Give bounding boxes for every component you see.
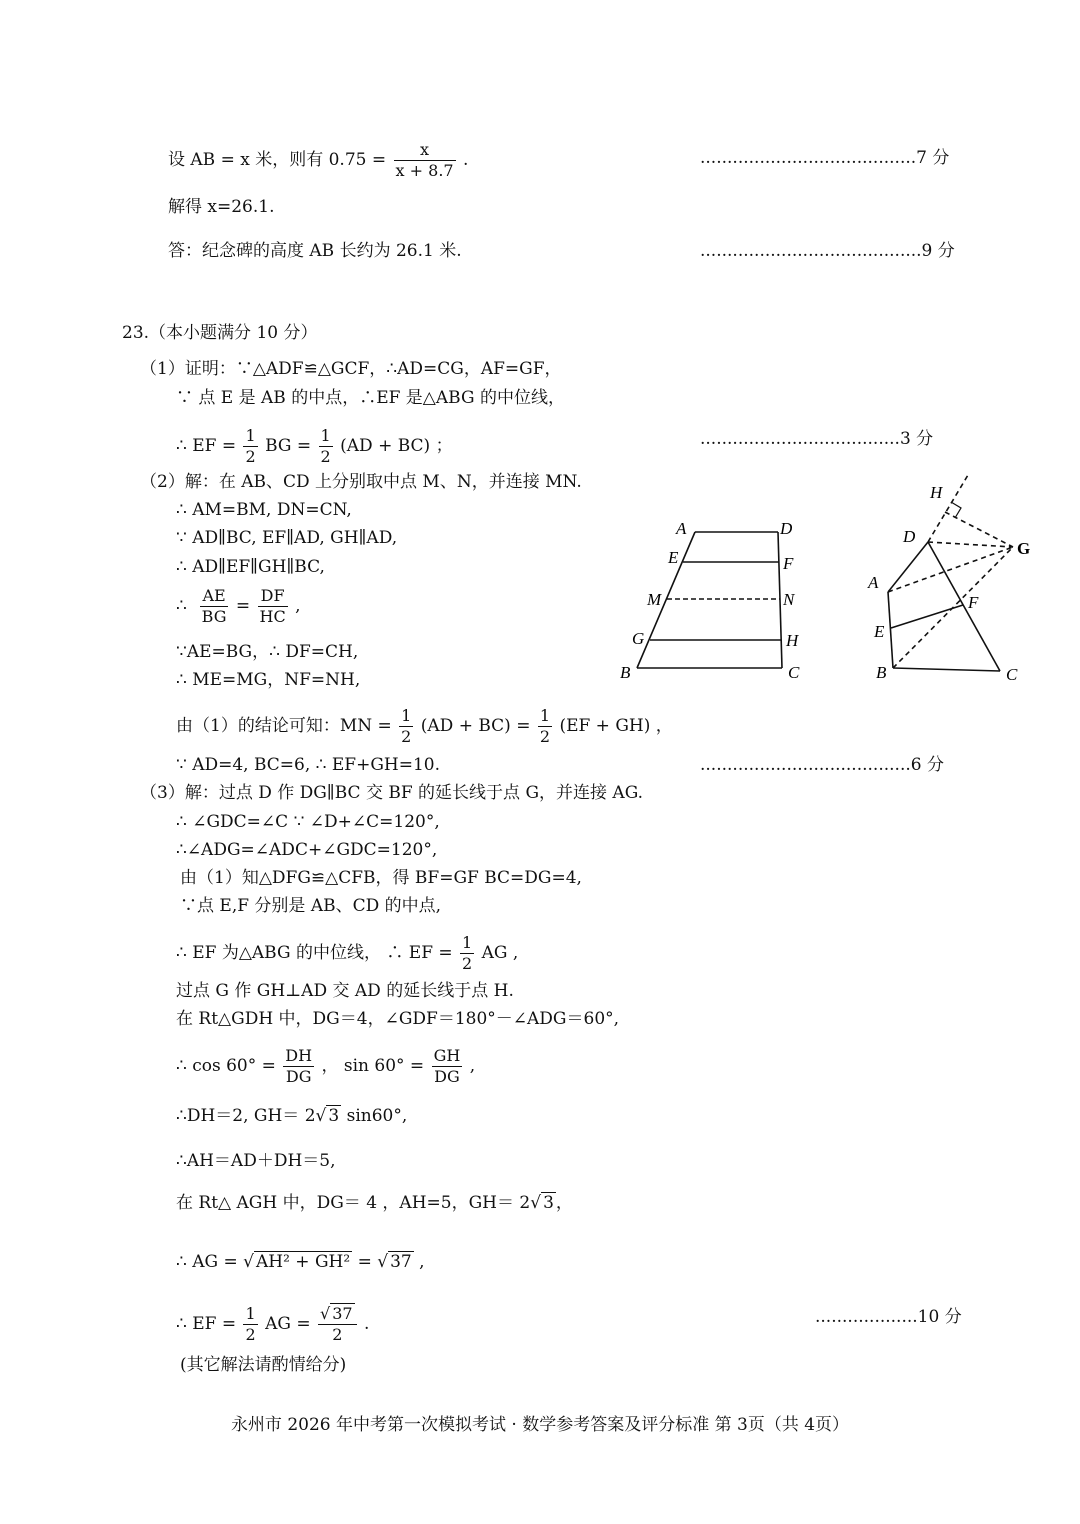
part2-line9: ∵ AD=4, BC=6, ∴ EF+GH=10. bbox=[176, 755, 441, 775]
label-G: G bbox=[1017, 539, 1031, 558]
label-D: D bbox=[903, 527, 916, 546]
label-D: D bbox=[780, 519, 793, 538]
part3-line3: ∴∠ADG=∠ADC+∠GDC=120°, bbox=[176, 840, 438, 860]
part2-line4: ∴ AD∥EF∥GH∥BC, bbox=[176, 557, 325, 577]
equation-line: 设 AB = x 米，则有 0.75 = $\frac{x}{x + 8.7}$ . bbox=[168, 140, 469, 180]
page-footer: 永州市 2026 年中考第一次模拟考试 · 数学参考答案及评分标准 第 3页（共 4页） bbox=[230, 1415, 850, 1435]
part2-line7: ∴ ME=MG，NF=NH, bbox=[176, 670, 361, 690]
score-3: .....................................3 分 bbox=[700, 429, 934, 449]
score-6: .......................................6 分 bbox=[700, 755, 944, 775]
part2-line1: （2）解：在 AB、CD 上分别取中点 M、N，并连接 MN. bbox=[140, 472, 582, 492]
trapezoid-figure bbox=[610, 510, 820, 690]
part3-line7: 过点 G 作 GH⊥AD 交 AD 的延长线于点 H. bbox=[176, 981, 514, 1001]
label-C: C bbox=[1006, 665, 1018, 684]
label-A: A bbox=[676, 519, 687, 538]
part3-line4: 由（1）知△DFG≌△CFB，得 BF=GF BC=DG=4, bbox=[180, 868, 582, 888]
solution-line: 解得 x=26.1. bbox=[168, 197, 275, 217]
part2-line5: ∴ $\frac{AE}{BG}$ = $\frac{DF}{HC}$ , bbox=[176, 586, 301, 626]
triangle-figure bbox=[860, 470, 1050, 690]
part2-line3: ∵ AD∥BC, EF∥AD, GH∥AD, bbox=[176, 528, 398, 548]
part2-line2: ∴ AM=BM, DN=CN, bbox=[176, 500, 352, 520]
part3-line9: ∴ cos 60° = $\frac{DH}{DG}$ ， sin 60° = $\frac{GH}{DG}$ , bbox=[176, 1046, 476, 1086]
answer-line: 答：纪念碑的高度 AB 长约为 26.1 米. bbox=[168, 241, 462, 261]
part3-line10: ∴DH＝2, GH＝ 2√ 3 sin60°, bbox=[176, 1106, 408, 1126]
part2-line6: ∵AE=BG，∴ DF=CH, bbox=[176, 642, 359, 662]
fraction: $\frac{x}{x + 8.7}$ bbox=[395, 140, 454, 180]
part3-line14: ∴ EF = $\frac{1}{2}$ AG = $\frac{√ 37}{2}$ . bbox=[176, 1304, 370, 1344]
label-N: N bbox=[783, 590, 795, 609]
label-F: F bbox=[783, 554, 794, 573]
part3-line8: 在 Rt△GDH 中，DG＝4，∠GDF＝180°－∠ADG＝60°, bbox=[176, 1009, 620, 1029]
score-7: ........................................7 分 bbox=[700, 148, 950, 168]
label-B: B bbox=[876, 663, 887, 682]
label-H: H bbox=[786, 631, 799, 650]
label-A: A bbox=[868, 573, 879, 592]
label-B: B bbox=[620, 663, 631, 682]
label-H: H bbox=[930, 483, 943, 502]
question-title: 23.（本小题满分 10 分） bbox=[122, 323, 318, 343]
label-G: G bbox=[632, 629, 645, 648]
score-9: .........................................9 分 bbox=[700, 241, 955, 261]
part1-line2: ∵ 点 E 是 AB 的中点，∴EF 是△ABG 的中位线， bbox=[176, 388, 565, 408]
part3-line2: ∴ ∠GDC=∠C ∵ ∠D+∠C=120°, bbox=[176, 812, 440, 832]
part3-line1: （3）解：过点 D 作 DG∥BC 交 BF 的延长线于点 G，并连接 AG. bbox=[140, 783, 644, 803]
part3-line13: ∴ AG = √ AH² + GH² = √ 37 , bbox=[176, 1252, 425, 1272]
part1-line1: （1）证明：∵△ADF≌△GCF，∴AD=CG，AF=GF， bbox=[140, 359, 562, 379]
part2-line8: 由（1）的结论可知：MN = $\frac{1}{2}$ (AD + BC) = $\frac{1}{2}$ (EF + GH) ， bbox=[176, 706, 673, 746]
label-C: C bbox=[788, 663, 800, 682]
label-M: M bbox=[647, 590, 662, 609]
note: (其它解法请酌情给分) bbox=[180, 1355, 347, 1375]
part3-line6: ∴ EF 为△ABG 的中位线， ∴ EF = $\frac{1}{2}$ AG , bbox=[176, 933, 519, 973]
part3-line5: ∵点 E,F 分别是 AB、CD 的中点, bbox=[180, 896, 442, 916]
label-E: E bbox=[874, 622, 885, 641]
label-E: E bbox=[668, 548, 679, 567]
label-F: F bbox=[968, 593, 979, 612]
part3-line12: 在 Rt△ AGH 中，DG＝ 4 ，AH=5，GH＝ 2√ 3 ， bbox=[176, 1193, 573, 1213]
part1-line3: ∴ EF = $\frac{1}{2}$ BG = $\frac{1}{2}$ (AD + BC) ； bbox=[176, 426, 453, 466]
score-10: ...................10 分 bbox=[815, 1307, 962, 1327]
part3-line11: ∴AH＝AD＋DH＝5, bbox=[176, 1151, 336, 1171]
